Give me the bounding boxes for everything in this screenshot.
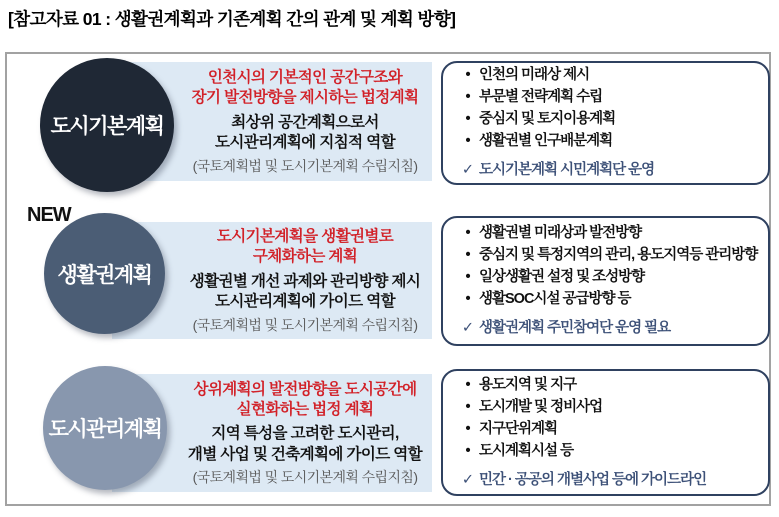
row3-body-line1: 지역 특성을 고려한 도시관리, — [211, 425, 399, 443]
row2-body-line2: 도시관리계획에 가이드 역할 — [215, 293, 395, 311]
row1-bullet-1: 인천의 미래상 제시 — [479, 67, 590, 84]
row2-check-text: 생활권계획 주민참여단 운영 필요 — [479, 320, 671, 337]
row1-plan-circle — [40, 58, 174, 192]
list-item — [457, 266, 760, 288]
bullet-icon: • — [465, 420, 471, 437]
bullet-icon: • — [465, 376, 471, 393]
bullet-icon: • — [465, 291, 471, 308]
row3-note: (국토계획법 및 도시기본계획 수립지침) — [192, 469, 418, 486]
row1-note: (국토계획법 및 도시기본계획 수립지침) — [192, 157, 418, 174]
row3-body-line2: 개별 사업 및 건축계획에 가이드 역할 — [187, 445, 423, 463]
bullet-icon: • — [465, 89, 471, 106]
bullet-icon: • — [465, 247, 471, 264]
page-title: [참고자료 01 : 생활권계획과 기존계획 간의 관계 및 계획 방향] — [8, 9, 456, 29]
bullet-icon: • — [465, 133, 471, 150]
list-item — [457, 108, 760, 130]
row2-plan-circle — [44, 213, 165, 334]
list-item — [457, 64, 760, 86]
row3-bullet-4: 도시계획시설 등 — [479, 442, 574, 459]
row2-detail-box — [441, 216, 770, 346]
row3-check-text: 민간 · 공공의 개별사업 등에 가이드라인 — [479, 471, 707, 488]
row3-heading-line2: 실현화하는 법정 계획 — [236, 400, 374, 418]
bullet-icon: • — [465, 67, 471, 84]
row2-heading-line2: 구체화하는 계획 — [252, 248, 358, 266]
row2-plan-circle-label: 생활권계획 — [57, 263, 152, 287]
list-item — [457, 374, 760, 396]
row1-check-text: 도시기본계획 시민계획단 운영 — [479, 162, 655, 179]
check-icon: ✓ — [461, 320, 475, 337]
row3-detail-box — [441, 369, 770, 496]
list-item — [457, 418, 760, 440]
list-item — [457, 396, 760, 418]
content-frame — [5, 52, 771, 506]
row2-check-row — [457, 318, 760, 340]
row2-bullet-3: 일상생활권 설정 및 조성방향 — [479, 269, 645, 286]
list-item — [457, 440, 760, 462]
row1-body-line2: 도시관리계획에 지침적 역할 — [215, 134, 395, 152]
new-badge: NEW — [27, 204, 71, 226]
list-item — [457, 288, 760, 310]
row3-bullet-3: 지구단위계획 — [479, 420, 558, 437]
row1-heading-line2: 장기 발전방향을 제시하는 법정계획 — [191, 89, 419, 107]
bullet-icon: • — [465, 225, 471, 242]
row1-heading-line1: 인천시의 기본적인 공간구조와 — [207, 69, 403, 86]
list-item — [457, 222, 760, 244]
bullet-icon: • — [465, 442, 471, 459]
row3-plan-circle-label: 도시관리계획 — [48, 418, 162, 441]
bullet-icon: • — [465, 111, 471, 128]
list-item — [457, 130, 760, 152]
row2-heading-line1: 도시기본계획을 생활권별로 — [216, 228, 394, 245]
row1-body-line1: 최상위 공간계획으로서 — [231, 113, 379, 131]
row1-bullet-2: 부문별 전략계획 수립 — [479, 89, 603, 106]
row3-bullet-2: 도시개발 및 정비사업 — [479, 398, 603, 415]
list-item — [457, 86, 760, 108]
row1-check-row — [457, 160, 760, 182]
check-icon: ✓ — [461, 162, 475, 179]
row3-heading-line1: 상위계획의 발전방향을 도시공간에 — [193, 380, 417, 398]
row2-bullet-2: 중심지 및 특정지역의 관리, 용도지역등 관리방향 — [479, 247, 758, 264]
row1-detail-box — [441, 61, 770, 185]
row1-bullet-4: 생활권별 인구배분계획 — [479, 133, 613, 150]
bullet-icon: • — [465, 398, 471, 415]
row2-body-line1: 생활권별 개선 과제와 관리방향 제시 — [189, 272, 421, 290]
row2-bullet-1: 생활권별 미래상과 발전방향 — [479, 225, 642, 242]
row1-plan-circle-label: 도시기본계획 — [50, 115, 164, 138]
row3-bullet-1: 용도지역 및 지구 — [479, 376, 577, 393]
list-item — [457, 244, 760, 266]
row2-note: (국토계획법 및 도시기본계획 수립지침) — [192, 316, 418, 333]
row3-plan-circle — [43, 366, 167, 490]
row2-bullet-4: 생활SOC시설 공급방향 등 — [479, 291, 631, 308]
bullet-icon: • — [465, 269, 471, 286]
row3-check-row — [457, 470, 760, 492]
check-icon: ✓ — [461, 471, 475, 488]
row1-bullet-3: 중심지 및 토지이용계획 — [479, 111, 616, 128]
